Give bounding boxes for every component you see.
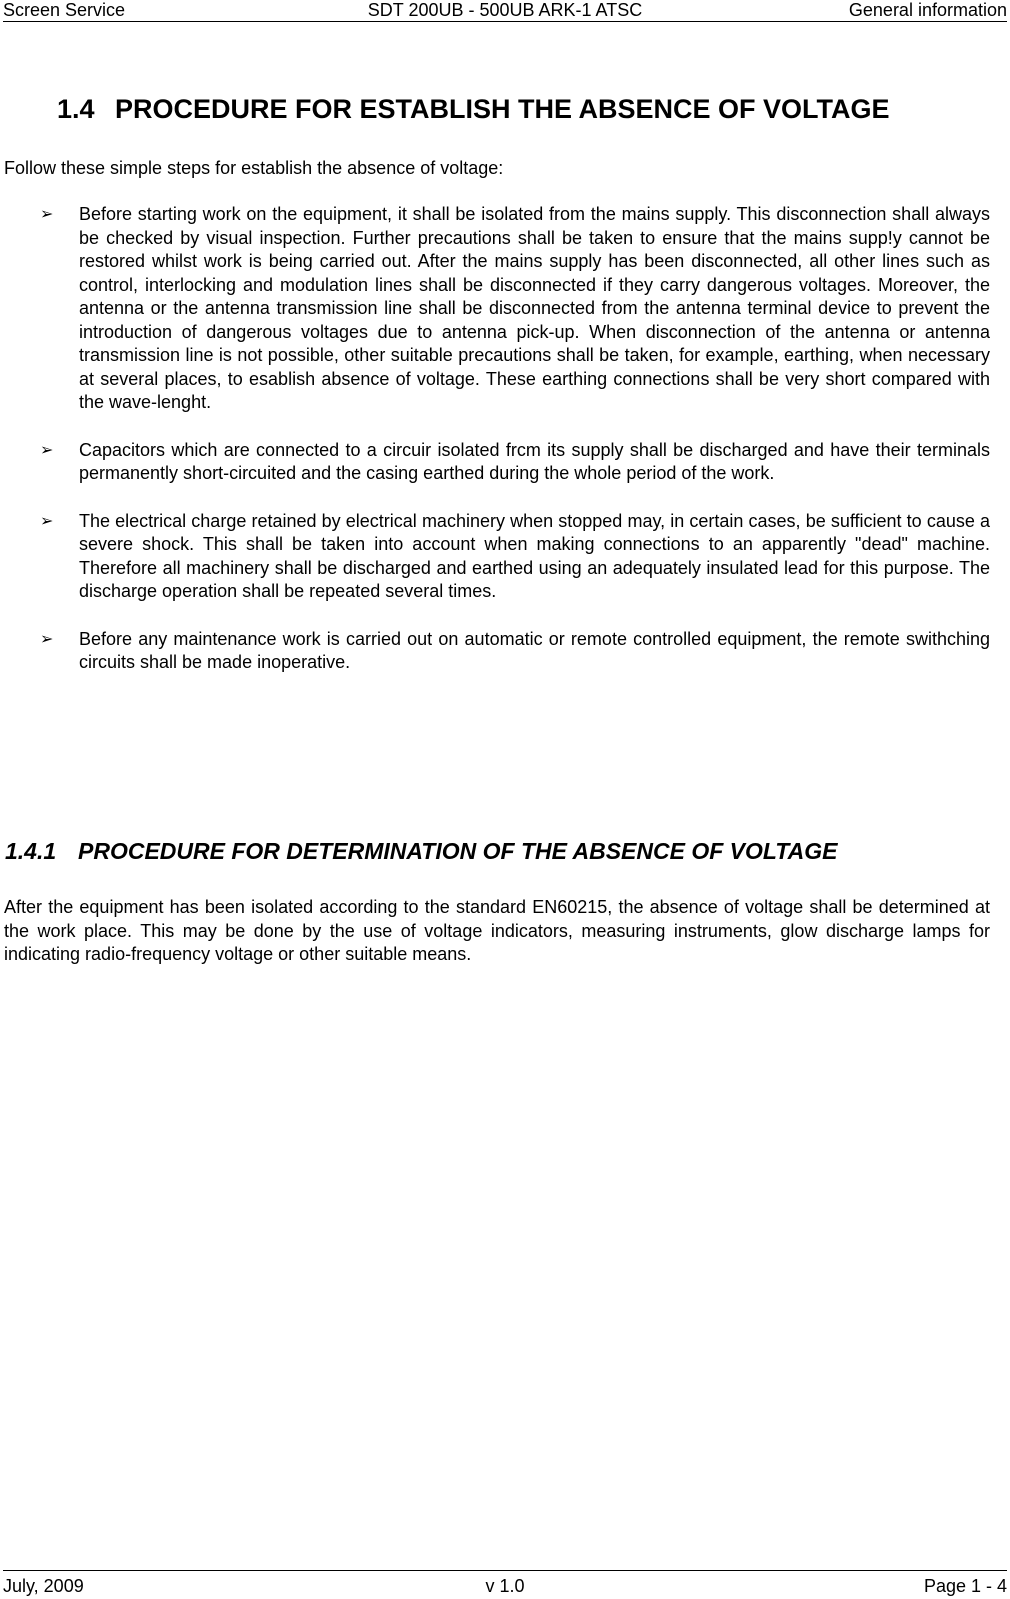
header-document-title: SDT 200UB - 500UB ARK-1 ATSC bbox=[367, 0, 643, 20]
arrow-bullet-icon: ➢ bbox=[40, 441, 54, 459]
list-item-text: Before starting work on the equipment, it shall be isolated from the mains supply. This disconnection shall always be checked by visual inspection. Further precautions shall be taken to ensure that the mains supp!y cannot be restored whilst work is being carried out. After the mains supply has been disconnected, all other lines such as control, interlocking and modulation lines shall be disconnected if they carry dangerous voltages. Moreover, the antenna or the antenna transmission line shall be disconnected from the antenna terminal device to prevent the introduction of dangerous voltages due to antenna pick-up. When disconnection of the antenna or antenna transmission line is not possible, other suitable precautions shall be taken, for example, earthing, when necessary at several places, to esablish absence of voltage. These earthing connections shall be very short compared with the wave-lenght. bbox=[79, 204, 990, 412]
footer-version: v 1.0 bbox=[485, 1576, 525, 1596]
list-item-text: Capacitors which are connected to a circuir isolated frcm its supply shall be discharged and have their terminals permanently short-circuited and the casing earthed during the whole period of the work. bbox=[79, 439, 990, 483]
page-header bbox=[3, 0, 1007, 22]
header-company: Screen Service bbox=[3, 0, 126, 20]
arrow-bullet-icon: ➢ bbox=[40, 630, 54, 648]
list-item bbox=[0, 628, 990, 675]
procedure-steps-list bbox=[0, 203, 990, 699]
section-heading bbox=[57, 93, 890, 125]
list-item bbox=[0, 439, 990, 486]
footer-date: July, 2009 bbox=[3, 1576, 84, 1596]
list-item-text: The electrical charge retained by electrical machinery when stopped may, in certain cases, be sufficient to cause a severe shock. This shall be taken into account when making connections to an apparently "dead" machine. Therefore all machinery shall be discharged and earthed using an adequately insulated lead for this purpose. The discharge operation shall be repeated several times. bbox=[79, 510, 990, 601]
subsection-title: PROCEDURE FOR DETERMINATION OF THE ABSENCE OF VOLTAGE bbox=[78, 838, 838, 864]
list-item-text: Before any maintenance work is carried out on automatic or remote controlled equipment, the remote swithching circuits shall be made inoperative. bbox=[79, 628, 990, 672]
arrow-bullet-icon: ➢ bbox=[40, 512, 54, 530]
intro-paragraph: Follow these simple steps for establish the absence of voltage: bbox=[4, 158, 504, 178]
page-footer bbox=[3, 1570, 1007, 1599]
subsection-heading bbox=[5, 837, 837, 865]
arrow-bullet-icon: ➢ bbox=[40, 206, 54, 223]
section-title: PROCEDURE FOR ESTABLISH THE ABSENCE OF VOLTAGE bbox=[115, 94, 890, 124]
list-item bbox=[0, 203, 990, 415]
subsection-number: 1.4.1 bbox=[5, 838, 57, 864]
list-item bbox=[0, 510, 990, 604]
subsection-paragraph: After the equipment has been isolated according to the standard EN60215, the absence of voltage shall be determined at the work place. This may be done by the use of voltage indicators, measuring instruments, glow discharge lamps for indicating radio-frequency voltage or other suitable means. bbox=[4, 897, 990, 964]
footer-page-number: Page 1 - 4 bbox=[923, 1576, 1007, 1596]
header-chapter: General information bbox=[848, 0, 1007, 20]
section-number: 1.4 bbox=[57, 94, 95, 124]
